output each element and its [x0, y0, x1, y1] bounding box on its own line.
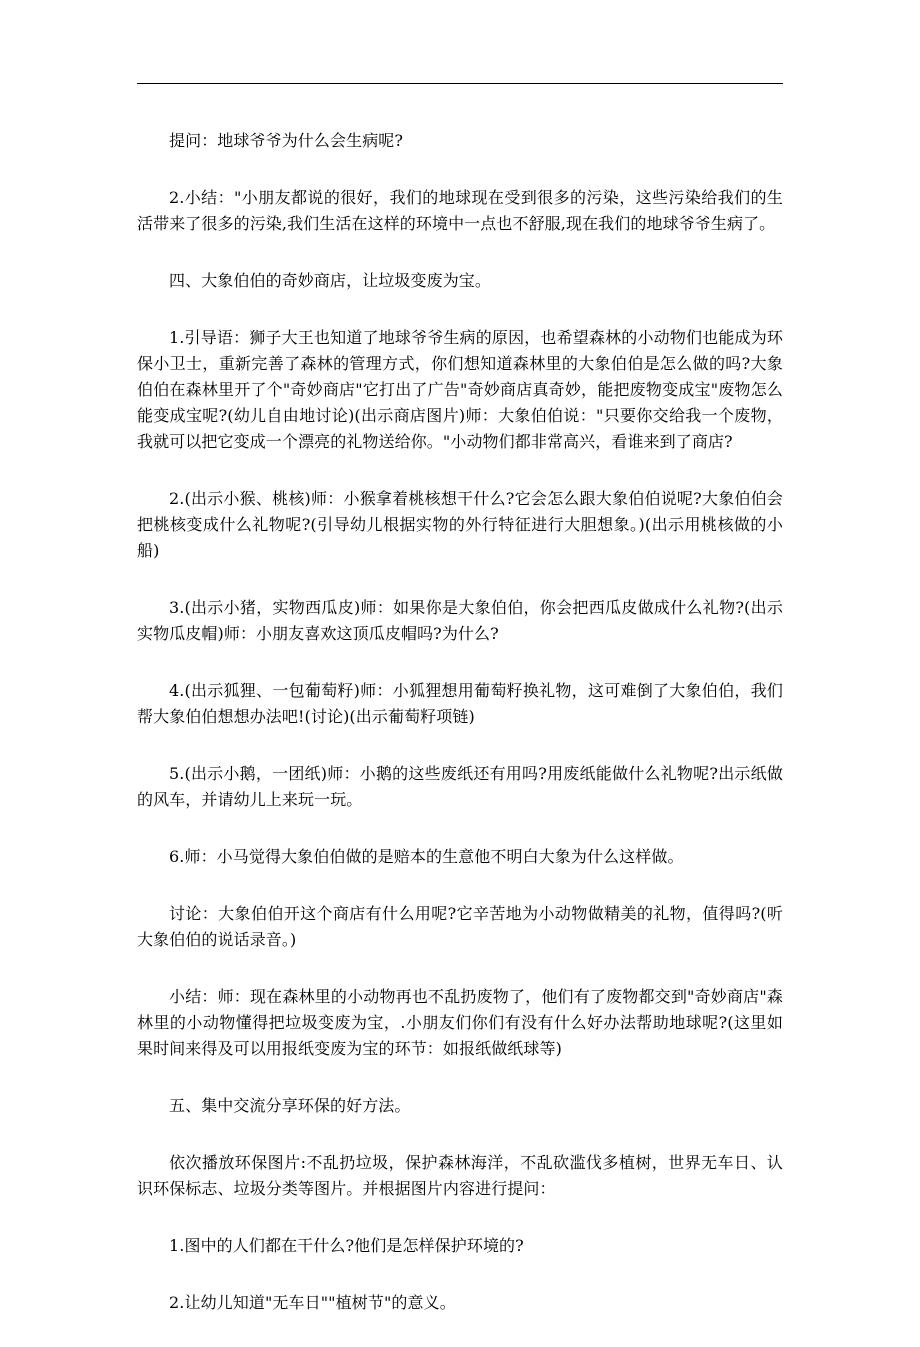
paragraph-intro-elephant-shop: 1.引导语：狮子大王也知道了地球爷爷生病的原因，也希望森林的小动物们也能成为环保小卫士，重新完善了森林的管理方式，你们想知道森林里的大象伯伯是怎么做的吗?大象伯伯在森林里开了个"奇妙商店"它打出了广告"奇妙商店真奇妙，能把废物变成宝"废物怎么能变成宝呢?(幼儿自由地讨论)(出示商店图片)师：大象伯伯说："只要你交给我一个废物，我就可以把它变成一个漂亮的礼物送给你。"小动物们都非常高兴，看谁来到了商店?	[137, 328, 783, 451]
document-body	[137, 128, 783, 1347]
paragraph-pig-watermelon: 3.(出示小猪，实物西瓜皮)师：如果你是大象伯伯，你会把西瓜皮做成什么礼物?(出示实物瓜皮帽)师：小朋友喜欢这顶瓜皮帽吗?为什么?	[137, 598, 783, 643]
paragraph-car-free-day: 2.让幼儿知道"无车日""植树节"的意义。	[169, 1293, 456, 1312]
section-heading-share-methods: 五、集中交流分享环保的好方法。	[169, 1096, 411, 1115]
paragraph-discussion: 讨论：大象伯伯开这个商店有什么用呢?它辛苦地为小动物做精美的礼物，值得吗?(听大象伯伯的说话录音。)	[137, 904, 783, 949]
paragraph-summary-recycling: 小结：师：现在森林里的小动物再也不乱扔废物了，他们有了废物都交到"奇妙商店"森林里的小动物懂得把垃圾变废为宝，.小朋友们你们有没有什么好办法帮助地球呢?(这里如果时间来得及可以用报纸变废为宝的环节：如报纸做纸球等)	[137, 987, 783, 1058]
paragraph-summary-pollution: 2.小结："小朋友都说的很好，我们的地球现在受到很多的污染，这些污染给我们的生活带来了很多的污染,我们生活在这样的环境中一点也不舒服,现在我们的地球爷爷生病了。	[137, 188, 783, 233]
paragraph-horse-question: 6.师：小马觉得大象伯伯做的是赔本的生意他不明白大象为什么这样做。	[169, 847, 684, 866]
paragraph-question-people: 1.图中的人们都在干什么?他们是怎样保护环境的?	[169, 1236, 524, 1255]
paragraph-monkey-peach-pit: 2.(出示小猴、桃核)师：小猴拿着桃核想干什么?它会怎么跟大象伯伯说呢?大象伯伯会把桃核变成什么礼物呢?(引导幼儿根据实物的外行特征进行大胆想象。)(出示用桃核做的小船)	[137, 489, 783, 560]
paragraph-environment-pictures: 依次播放环保图片:不乱扔垃圾，保护森林海洋，不乱砍滥伐多植树，世界无车日、认识环保标志、垃圾分类等图片。并根据图片内容进行提问：	[137, 1153, 783, 1198]
paragraph-question-earth-sick: 提问：地球爷爷为什么会生病呢?	[169, 131, 404, 150]
paragraph-fox-grape-seeds: 4.(出示狐狸、一包葡萄籽)师：小狐狸想用葡萄籽换礼物，这可难倒了大象伯伯，我们帮大象伯伯想想办法吧!(讨论)(出示葡萄籽项链)	[137, 681, 783, 726]
section-heading-magic-shop: 四、大象伯伯的奇妙商店，让垃圾变废为宝。	[169, 271, 492, 290]
paragraph-goose-paper: 5.(出示小鹅，一团纸)师：小鹅的这些废纸还有用吗?用废纸能做什么礼物呢?出示纸做的风车，并请幼儿上来玩一玩。	[137, 764, 783, 809]
header-rule	[137, 83, 783, 84]
